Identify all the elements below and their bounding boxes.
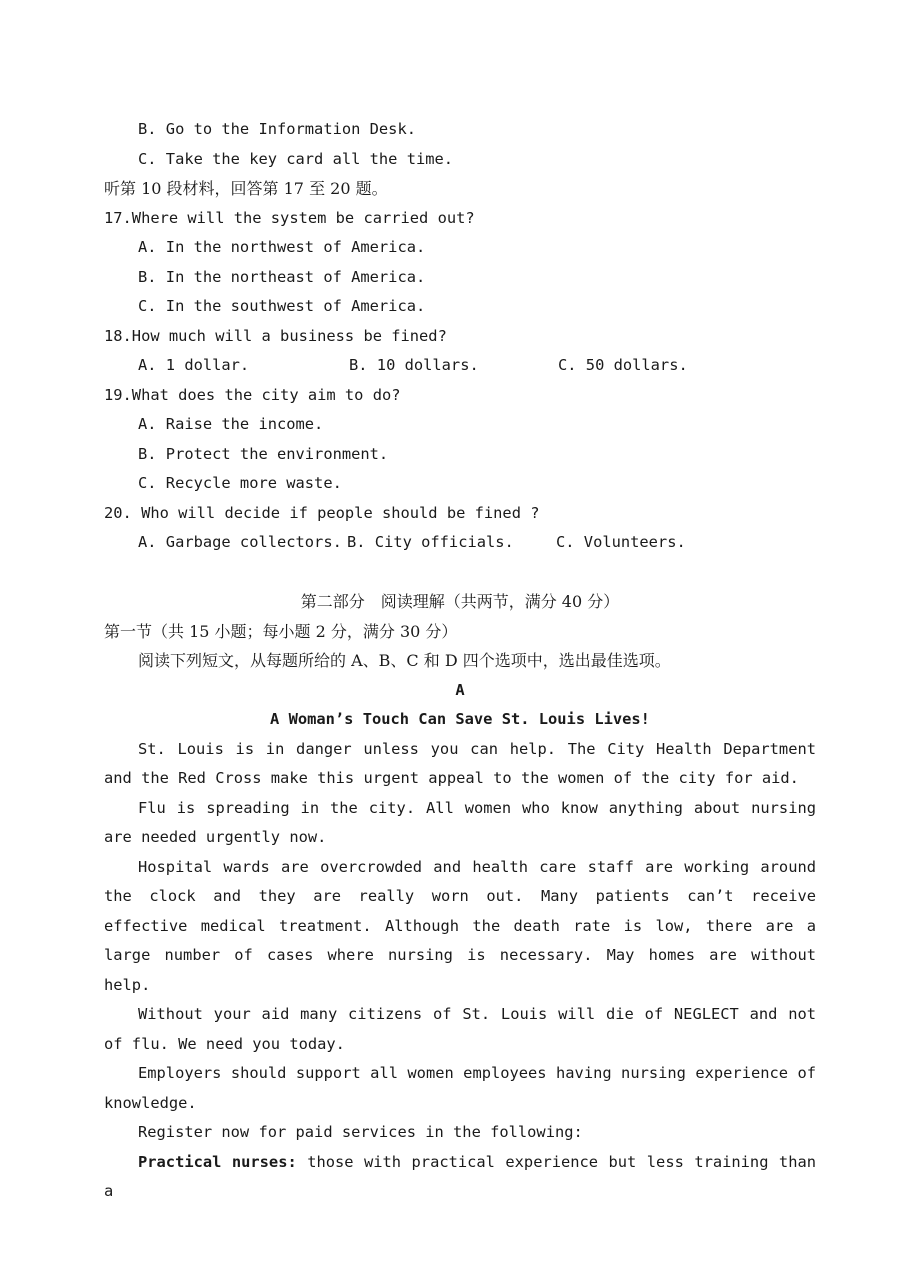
q19-option-b: B. Protect the environment. (138, 444, 389, 463)
passage-paragraph: Without your aid many citizens of St. Louis will die of NEGLECT and not of flu. We need you today. (104, 1005, 816, 1053)
passage-paragraph: Flu is spreading in the city. All women who know anything about nursing are needed urgently now. (104, 798, 816, 846)
section-title: 第一节（共 15 小题；每小题 2 分，满分 30 分） (104, 621, 458, 641)
q18-option-c: C. 50 dollars. (558, 356, 688, 374)
document-page (104, 115, 816, 1207)
q20-option-a: A. Garbage collectors. (138, 533, 342, 551)
q17-question: 17.Where will the system be carried out? (104, 208, 475, 227)
q20-option-b: B. City officials. (347, 533, 514, 551)
q18-question: 18.How much will a business be fined? (104, 326, 447, 345)
q20-option-c: C. Volunteers. (556, 533, 686, 551)
q17-option-b: B. In the northeast of America. (138, 267, 426, 286)
reading-instruction: 阅读下列短文，从每题所给的 A、B、C 和 D 四个选项中，选出最佳选项。 (138, 651, 671, 670)
q18-option-a: A. 1 dollar. (138, 356, 250, 374)
q18-option-b: B. 10 dollars. (349, 356, 479, 374)
section10-instruction: 听第 10 段材料，回答第 17 至 20 题。 (104, 179, 388, 198)
spacer (104, 558, 816, 588)
practical-nurses-paragraph (104, 1148, 816, 1207)
passage-paragraph: Employers should support all women employees having nursing experience of knowledge. (104, 1064, 816, 1112)
q19-question: 19.What does the city aim to do? (104, 385, 401, 404)
q17-option-c: C. In the southwest of America. (138, 297, 426, 315)
q20-question: 20. Who will decide if people should be fined ? (104, 503, 540, 522)
passage-title: A Woman’s Touch Can Save St. Louis Lives! (270, 710, 650, 728)
practical-nurses-label: Practical nurses: (138, 1152, 297, 1171)
passage-paragraph: St. Louis is in danger unless you can help. The City Health Department and the Red Cross make this urgent appeal to the women of the city for aid. (104, 739, 816, 787)
passage-label: A (455, 680, 465, 699)
q19-option-a: A. Raise the income. (138, 415, 324, 433)
q19-option-c: C. Recycle more waste. (138, 474, 342, 492)
q17-option-a: A. In the northwest of America. (138, 238, 426, 256)
part-title: 第二部分 阅读理解（共两节，满分 40 分） (300, 592, 620, 611)
passage-paragraph: Register now for paid services in the following: (138, 1123, 583, 1141)
q16-option-c: C. Take the key card all the time. (138, 149, 454, 168)
passage-paragraph: Hospital wards are overcrowded and health care staff are working around the clock and they are really worn out. Many patients can’t receive effective medical treatment. Although the death rate is low, there are a large number of cases where nursing is necessary. May homes are without help. (104, 857, 816, 994)
q16-option-b: B. Go to the Information Desk. (138, 120, 416, 138)
q20-options (104, 528, 816, 558)
q18-options (104, 351, 816, 381)
practical-nurses-text: those with practical experience but less training than a (104, 1152, 816, 1200)
